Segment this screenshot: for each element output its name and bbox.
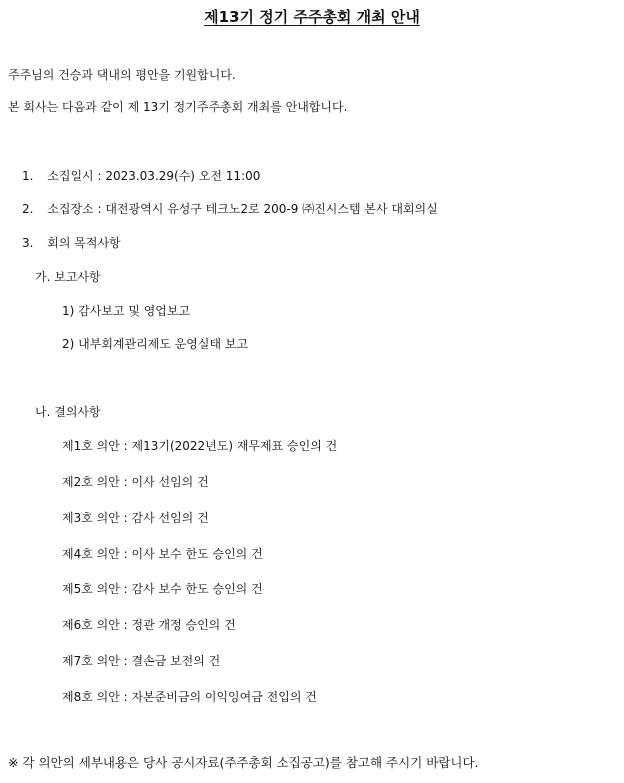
intro-text: 본 회사는 다음과 같이 제 13기 정기주주총회 개최를 안내합니다. [8,100,348,114]
notice-title: 제13기 정기 주주총회 개최 안내 [204,8,420,26]
agenda-item-date [22,167,260,184]
resolution-item: 제7호 의안 : 결손금 보전의 건 [62,654,221,668]
footnote: ※ 각 의안의 세부내용은 당사 공시자료(주주총회 소집공고)를 참고해 주시기 바랍니다. [8,755,479,770]
item-number: 2. [22,202,34,216]
report-item: 2) 내부회계관리제도 운영실태 보고 [62,337,249,351]
resolution-item: 제1호 의안 : 제13기(2022년도) 재무제표 승인의 건 [62,439,338,453]
item-number: 1. [22,169,34,183]
greeting-text: 주주님의 건승과 댁내의 평안을 기원합니다. [8,68,236,82]
item-text: 소집장소 : 대전광역시 유성구 테크노2로 200-9 ㈜진시스템 본사 대회의실 [47,202,438,216]
report-heading: 가. 보고사항 [35,270,101,284]
resolution-item: 제5호 의안 : 감사 보수 한도 승인의 건 [62,582,263,596]
item-text: 회의 목적사항 [47,236,121,250]
resolution-item: 제4호 의안 : 이사 보수 한도 승인의 건 [62,547,263,561]
item-text: 소집일시 : 2023.03.29(수) 오전 11:00 [47,169,261,183]
agenda-item-venue [22,200,438,217]
report-item: 1) 감사보고 및 영업보고 [62,304,191,318]
agenda-item-purpose [22,234,121,251]
resolution-item: 제2호 의안 : 이사 선임의 건 [62,475,209,489]
item-number: 3. [22,236,34,250]
resolution-item: 제8호 의안 : 자본준비금의 이익잉여금 전입의 건 [62,690,317,704]
resolution-item: 제6호 의안 : 정관 개정 승인의 건 [62,618,236,632]
resolution-heading: 나. 결의사항 [35,405,101,419]
resolution-item: 제3호 의안 : 감사 선임의 건 [62,511,209,525]
